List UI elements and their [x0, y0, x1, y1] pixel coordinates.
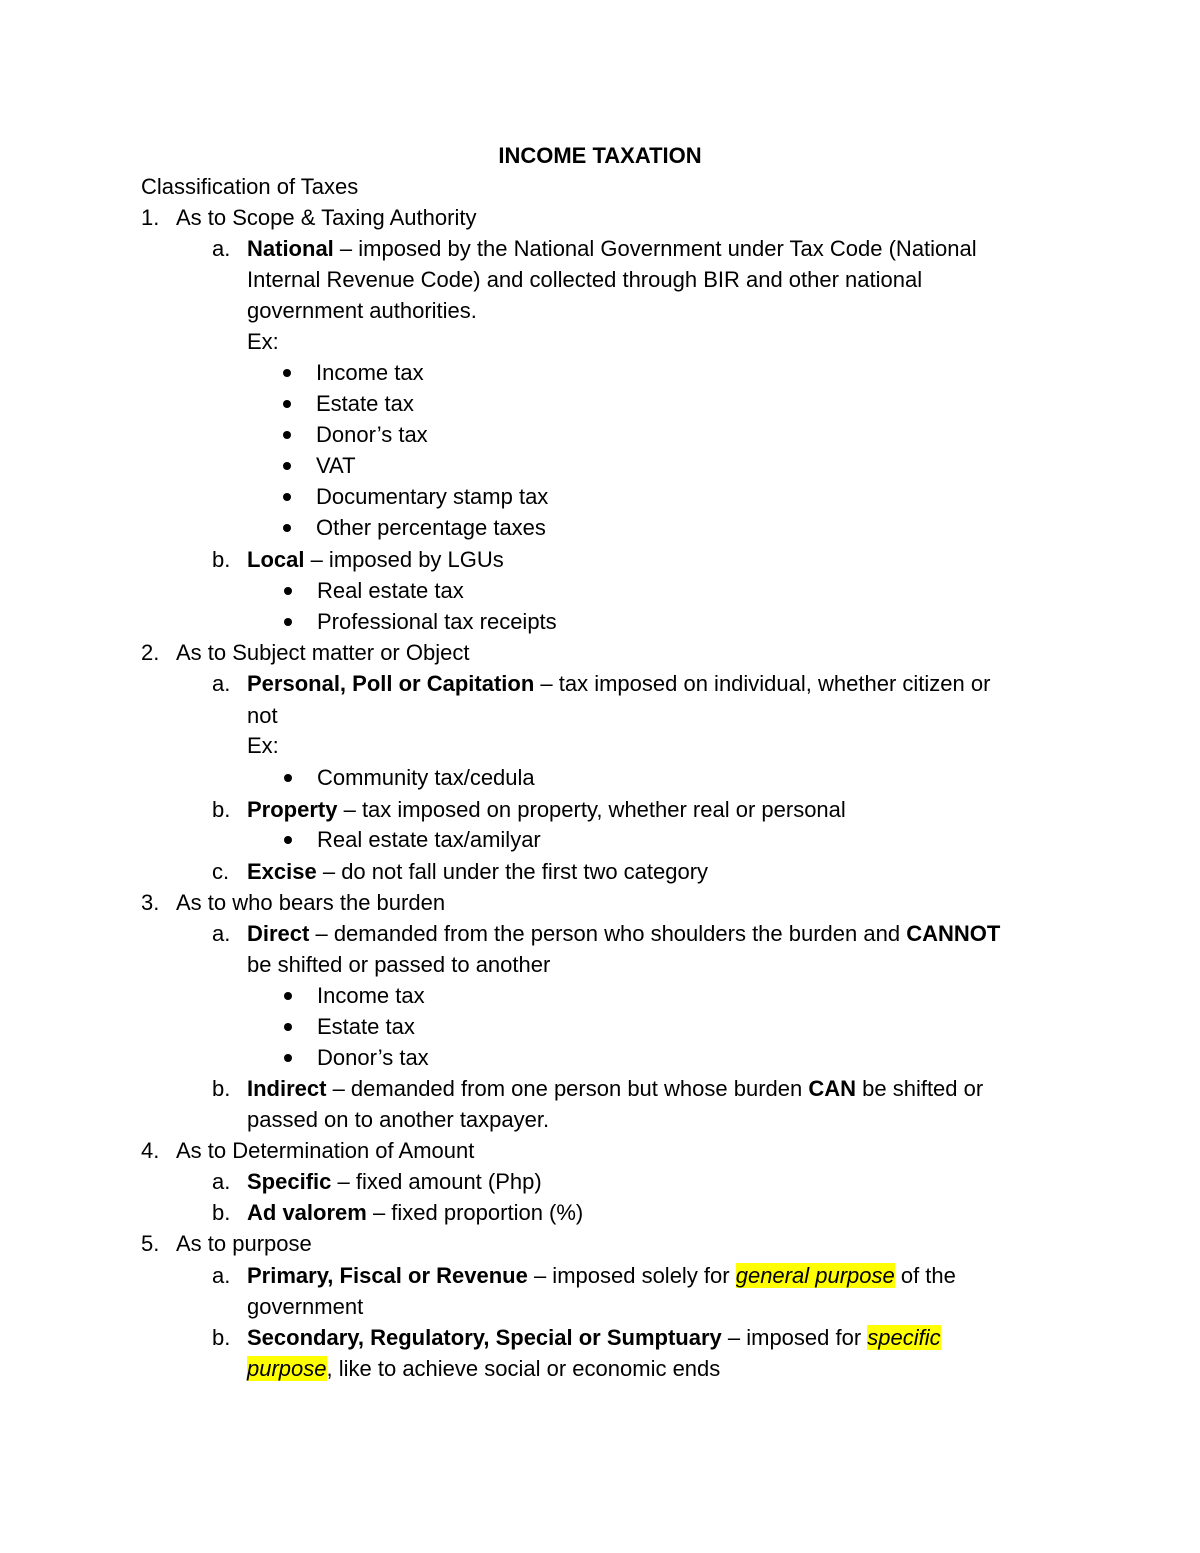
highlight-specific: specific: [867, 1325, 941, 1350]
list-marker-5a: a.: [212, 1263, 231, 1288]
term-property: Property: [247, 797, 338, 822]
term-personal-poll-capitation: Personal, Poll or Capitation: [247, 671, 535, 696]
item-1a-line2: Internal Revenue Code) and collected through BIR and other national: [247, 267, 923, 292]
list-number-1: 1.: [141, 205, 160, 230]
item-3b-line1: [247, 1073, 983, 1104]
item-1b-text: – imposed by LGUs: [304, 547, 504, 572]
item-1a-line3: government authorities.: [247, 298, 477, 323]
term-ad-valorem: Ad valorem: [247, 1200, 367, 1225]
term-secondary-regulatory: Secondary, Regulatory, Special or Sumptuary: [247, 1325, 722, 1350]
bullet-dot: [284, 774, 292, 782]
item-5b-line1: [247, 1322, 941, 1353]
bullet-item: Income tax: [317, 983, 425, 1008]
section-heading-1: As to Scope & Taxing Authority: [176, 205, 477, 230]
bullet-dot: [284, 1023, 292, 1031]
item-2a-text: – tax imposed on individual, whether citizen or: [534, 671, 991, 696]
section-heading-3: As to who bears the burden: [176, 890, 446, 915]
item-5a-text-end: of the: [894, 1263, 956, 1288]
bullet-dot: [284, 1054, 292, 1062]
item-5a-line1: [247, 1260, 956, 1291]
item-1b-line1: [247, 544, 504, 575]
example-label: Ex:: [247, 329, 279, 354]
term-specific: Specific: [247, 1169, 332, 1194]
emphasis-cannot: CANNOT: [906, 921, 1001, 946]
term-local: Local: [247, 547, 305, 572]
item-2b-text: – tax imposed on property, whether real or personal: [337, 797, 846, 822]
item-2a-line2: not: [247, 703, 278, 728]
term-national: National: [247, 236, 334, 261]
bullet-item: VAT: [316, 453, 356, 478]
term-indirect: Indirect: [247, 1076, 327, 1101]
item-5b-text-end: , like to achieve social or economic ends: [326, 1356, 721, 1381]
example-label: Ex:: [247, 733, 279, 758]
bullet-item: Income tax: [316, 360, 424, 385]
item-3a-line2: be shifted or passed to another: [247, 952, 551, 977]
bullet-dot: [284, 836, 292, 844]
term-primary-fiscal-revenue: Primary, Fiscal or Revenue: [247, 1263, 528, 1288]
item-4b-text: – fixed proportion (%): [366, 1200, 584, 1225]
document-title: INCOME TAXATION: [498, 143, 702, 168]
list-number-3: 3.: [141, 890, 160, 915]
bullet-item: Other percentage taxes: [316, 515, 546, 540]
item-2c-line1: [247, 856, 708, 887]
bullet-dot: [284, 618, 292, 626]
item-2b-line1: [247, 794, 846, 825]
item-3b-text: – demanded from one person but whose burden: [326, 1076, 809, 1101]
highlight-general-purpose: general purpose: [735, 1263, 895, 1288]
bullet-item: Community tax/cedula: [317, 765, 535, 790]
list-marker-3a: a.: [212, 921, 231, 946]
term-excise: Excise: [247, 859, 317, 884]
list-marker-2b: b.: [212, 797, 231, 822]
bullet-item: Estate tax: [317, 1014, 415, 1039]
section-heading-5: As to purpose: [176, 1231, 312, 1256]
item-5a-text: – imposed solely for: [527, 1263, 736, 1288]
item-2a-line1: [247, 668, 990, 699]
item-1a-text: – imposed by the National Government under Tax Code (National: [333, 236, 977, 261]
bullet-item: Estate tax: [316, 391, 414, 416]
item-4b-line1: [247, 1197, 583, 1228]
item-3a-line1: [247, 918, 1000, 949]
item-5b-line2: [247, 1353, 720, 1384]
bullet-item: Documentary stamp tax: [316, 484, 549, 509]
bullet-dot: [283, 524, 291, 532]
list-number-5: 5.: [141, 1231, 160, 1256]
bullet-dot: [283, 369, 291, 377]
bullet-item: Real estate tax: [317, 578, 464, 603]
bullet-dot: [283, 400, 291, 408]
section-subtitle: Classification of Taxes: [141, 174, 359, 199]
list-marker-4a: a.: [212, 1169, 231, 1194]
term-direct: Direct: [247, 921, 310, 946]
item-4a-text: – fixed amount (Php): [331, 1169, 542, 1194]
item-1a-line1: [247, 233, 977, 264]
list-marker-3b: b.: [212, 1076, 231, 1101]
list-marker-2a: a.: [212, 671, 231, 696]
list-number-2: 2.: [141, 640, 160, 665]
bullet-item: Donor’s tax: [316, 422, 428, 447]
section-heading-2: As to Subject matter or Object: [176, 640, 470, 665]
list-marker-1a: a.: [212, 236, 231, 261]
list-marker-1b: b.: [212, 547, 231, 572]
section-heading-4: As to Determination of Amount: [176, 1138, 475, 1163]
item-5a-line2: government: [247, 1294, 364, 1319]
bullet-item: Donor’s tax: [317, 1045, 429, 1070]
bullet-dot: [283, 493, 291, 501]
list-marker-5b: b.: [212, 1325, 231, 1350]
list-marker-4b: b.: [212, 1200, 231, 1225]
list-marker-2c: c.: [212, 859, 230, 884]
bullet-item: Real estate tax/amilyar: [317, 827, 541, 852]
item-3b-line2: passed on to another taxpayer.: [247, 1107, 550, 1132]
emphasis-can: CAN: [808, 1076, 857, 1101]
bullet-dot: [283, 462, 291, 470]
list-number-4: 4.: [141, 1138, 160, 1163]
highlight-purpose: purpose: [247, 1356, 327, 1381]
bullet-dot: [284, 587, 292, 595]
bullet-dot: [283, 431, 291, 439]
item-5b-text: – imposed for: [721, 1325, 868, 1350]
item-2c-text: – do not fall under the first two category: [316, 859, 709, 884]
item-3a-text: – demanded from the person who shoulders the burden and: [309, 921, 907, 946]
item-4a-line1: [247, 1166, 542, 1197]
bullet-dot: [284, 992, 292, 1000]
item-3b-text-end: be shifted or: [856, 1076, 984, 1101]
bullet-item: Professional tax receipts: [317, 609, 557, 634]
